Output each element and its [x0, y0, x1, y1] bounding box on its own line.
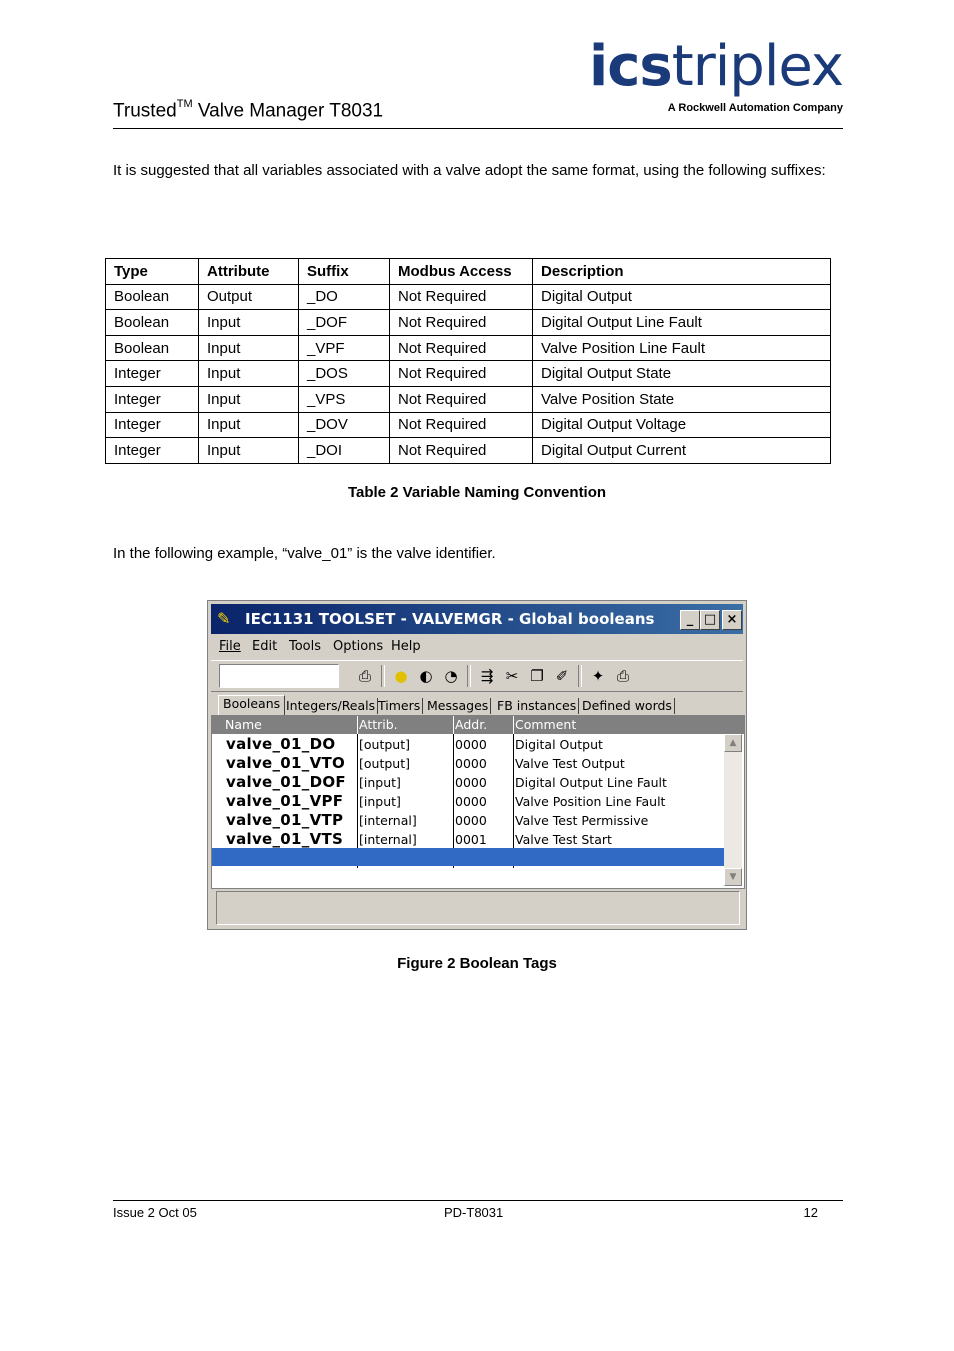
tab-timers[interactable]: Timers [376, 698, 423, 714]
table-cell: Not Required [390, 335, 533, 361]
table-cell: Boolean [106, 310, 199, 336]
table-cell: Integer [106, 361, 199, 387]
table-cell: Not Required [390, 386, 533, 412]
column-header-name[interactable]: Name [225, 717, 262, 732]
table-row [106, 438, 831, 464]
toolbar [211, 660, 743, 692]
toolbar-separator [381, 665, 385, 687]
cut-icon[interactable]: ✂ [505, 667, 519, 685]
example-paragraph: In the following example, “valve_01” is the valve identifier. [113, 545, 496, 562]
grid-row[interactable] [212, 830, 724, 849]
table-cell: _DOS [299, 361, 390, 387]
window-title: IEC1131 TOOLSET - VALVEMGR - Global booleans [245, 610, 655, 628]
footer-issue: Issue 2 Oct 05 [113, 1205, 197, 1220]
variable-addr: 0000 [455, 775, 487, 790]
vertical-scrollbar[interactable] [724, 734, 742, 886]
grid-row[interactable] [212, 735, 724, 754]
grid-row[interactable] [212, 792, 724, 811]
toolbar-separator [467, 665, 471, 687]
wand-icon[interactable]: ✦ [591, 667, 605, 685]
variable-name: valve_01_VTP [226, 811, 344, 829]
variable-comment: Valve Test Permissive [515, 813, 649, 828]
variable-naming-table [105, 258, 831, 464]
toolset-window [207, 600, 747, 930]
table-cell: Valve Position Line Fault [533, 335, 831, 361]
variable-attrib: [output] [359, 737, 410, 752]
yellow-circle-icon[interactable]: ● [394, 667, 408, 685]
table-cell: Not Required [390, 412, 533, 438]
intro-paragraph: It is suggested that all variables associated with a valve adopt the same format, using the following suffixes: [113, 162, 826, 179]
tab-defined-words[interactable]: Defined words [580, 698, 675, 714]
column-divider [357, 716, 358, 734]
minimize-button[interactable]: _ [680, 610, 700, 630]
figure-caption: Figure 2 Boolean Tags [397, 955, 557, 972]
insert-icon[interactable]: ⇶ [480, 667, 494, 685]
table-header-cell: Suffix [299, 259, 390, 285]
table-cell: Input [199, 386, 299, 412]
table-header-cell: Modbus Access [390, 259, 533, 285]
footer-doc-id: PD-T8031 [444, 1205, 504, 1220]
table-cell: Input [199, 361, 299, 387]
document-title: Trusted™ Valve Manager T8031 [113, 98, 384, 122]
variable-name: valve_01_DO [226, 735, 336, 753]
variable-addr: 0000 [455, 756, 487, 771]
print-icon[interactable]: ⎙ [616, 667, 629, 685]
grid-header [212, 716, 744, 734]
table-header-row [106, 259, 831, 285]
table-header-cell: Type [106, 259, 199, 285]
table-cell: Integer [106, 438, 199, 464]
table-cell: Digital Output State [533, 361, 831, 387]
table-cell: _VPF [299, 335, 390, 361]
table-cell: _DO [299, 284, 390, 310]
variable-name: valve_01_VPF [226, 792, 344, 810]
menu-edit[interactable]: Edit [252, 639, 278, 654]
variable-name: valve_01_DOF [226, 773, 346, 791]
selected-empty-row[interactable] [212, 848, 724, 866]
pencil-icon: ✎ [217, 609, 231, 628]
column-header-addr[interactable]: Addr. [455, 717, 488, 732]
column-header-attrib[interactable]: Attrib. [359, 717, 398, 732]
table-header-cell: Attribute [199, 259, 299, 285]
ics-triplex-logo: icstriplex A Rockwell Automation Company [589, 34, 843, 114]
status-bar [216, 891, 740, 925]
variable-attrib: [internal] [359, 832, 417, 847]
variable-addr: 0000 [455, 794, 487, 809]
table-cell: Not Required [390, 284, 533, 310]
table-cell: Output [199, 284, 299, 310]
column-header-comment[interactable]: Comment [515, 717, 577, 732]
table-cell: Input [199, 335, 299, 361]
table-cell: Digital Output Current [533, 438, 831, 464]
table-cell: _DOF [299, 310, 390, 336]
column-divider [513, 716, 514, 734]
table-row [106, 386, 831, 412]
table-row [106, 412, 831, 438]
variables-grid [211, 715, 745, 889]
table-row [106, 284, 831, 310]
grid-row[interactable] [212, 754, 724, 773]
half-circle-icon[interactable]: ◐ [419, 667, 433, 685]
table-cell: _DOV [299, 412, 390, 438]
table-cell: Not Required [390, 361, 533, 387]
table-cell: Digital Output Line Fault [533, 310, 831, 336]
table-row [106, 361, 831, 387]
tab-messages[interactable]: Messages [425, 698, 491, 714]
grid-row[interactable] [212, 773, 724, 792]
table-row [106, 335, 831, 361]
page-header [113, 34, 843, 129]
menu-options[interactable]: Options [333, 639, 384, 654]
scroll-down-icon[interactable]: ▼ [724, 868, 742, 886]
tab-fb-instances[interactable]: FB instances [495, 698, 579, 714]
table-cell: Digital Output [533, 284, 831, 310]
table-cell: Valve Position State [533, 386, 831, 412]
table-header-cell: Description [533, 259, 831, 285]
table-cell: Input [199, 412, 299, 438]
menu-help[interactable]: Help [391, 639, 421, 654]
variable-name: valve_01_VTS [226, 830, 344, 848]
table-cell: _DOI [299, 438, 390, 464]
variable-comment: Digital Output [515, 737, 603, 752]
variable-attrib: [input] [359, 775, 401, 790]
column-divider [453, 716, 454, 734]
variable-comment: Valve Position Line Fault [515, 794, 666, 809]
variable-comment: Valve Test Output [515, 756, 625, 771]
grid-row[interactable] [212, 811, 724, 830]
variable-addr: 0001 [455, 832, 487, 847]
pie-icon[interactable]: ◔ [444, 667, 458, 685]
page-footer [113, 1200, 843, 1220]
footer-page-number: 12 [803, 1205, 818, 1220]
table-cell: Digital Output Voltage [533, 412, 831, 438]
table-cell: Input [199, 438, 299, 464]
variable-attrib: [input] [359, 794, 401, 809]
variable-attrib: [output] [359, 756, 410, 771]
table-cell: Integer [106, 386, 199, 412]
variable-addr: 0000 [455, 813, 487, 828]
table-cell: Integer [106, 412, 199, 438]
window-titlebar[interactable] [211, 604, 743, 634]
variable-comment: Digital Output Line Fault [515, 775, 667, 790]
table-cell: Not Required [390, 438, 533, 464]
table-cell: Boolean [106, 284, 199, 310]
table-cell: Input [199, 310, 299, 336]
table-row [106, 310, 831, 336]
variable-name: valve_01_VTO [226, 754, 346, 772]
variable-attrib: [internal] [359, 813, 417, 828]
maximize-button[interactable]: □ [700, 610, 720, 630]
menu-file[interactable]: File [219, 639, 241, 654]
search-input[interactable] [219, 664, 339, 688]
table-cell: Boolean [106, 335, 199, 361]
paste-icon[interactable]: ✐ [555, 667, 569, 685]
scroll-up-icon[interactable]: ▲ [724, 734, 742, 752]
table-caption: Table 2 Variable Naming Convention [347, 484, 607, 501]
table-cell: Not Required [390, 310, 533, 336]
tab-booleans[interactable]: Booleans [218, 695, 285, 716]
table-cell: _VPS [299, 386, 390, 412]
menu-tools[interactable]: Tools [289, 639, 322, 654]
logo-tagline: A Rockwell Automation Company [667, 102, 843, 114]
toolbar-separator [578, 665, 582, 687]
tab-integers-reals[interactable]: Integers/Reals [284, 698, 378, 714]
copy-icon[interactable]: ❐ [530, 667, 544, 685]
close-button[interactable]: × [722, 610, 742, 630]
variable-comment: Valve Test Start [515, 832, 612, 847]
variable-addr: 0000 [455, 737, 487, 752]
open-icon[interactable]: ⎙ [358, 667, 371, 685]
